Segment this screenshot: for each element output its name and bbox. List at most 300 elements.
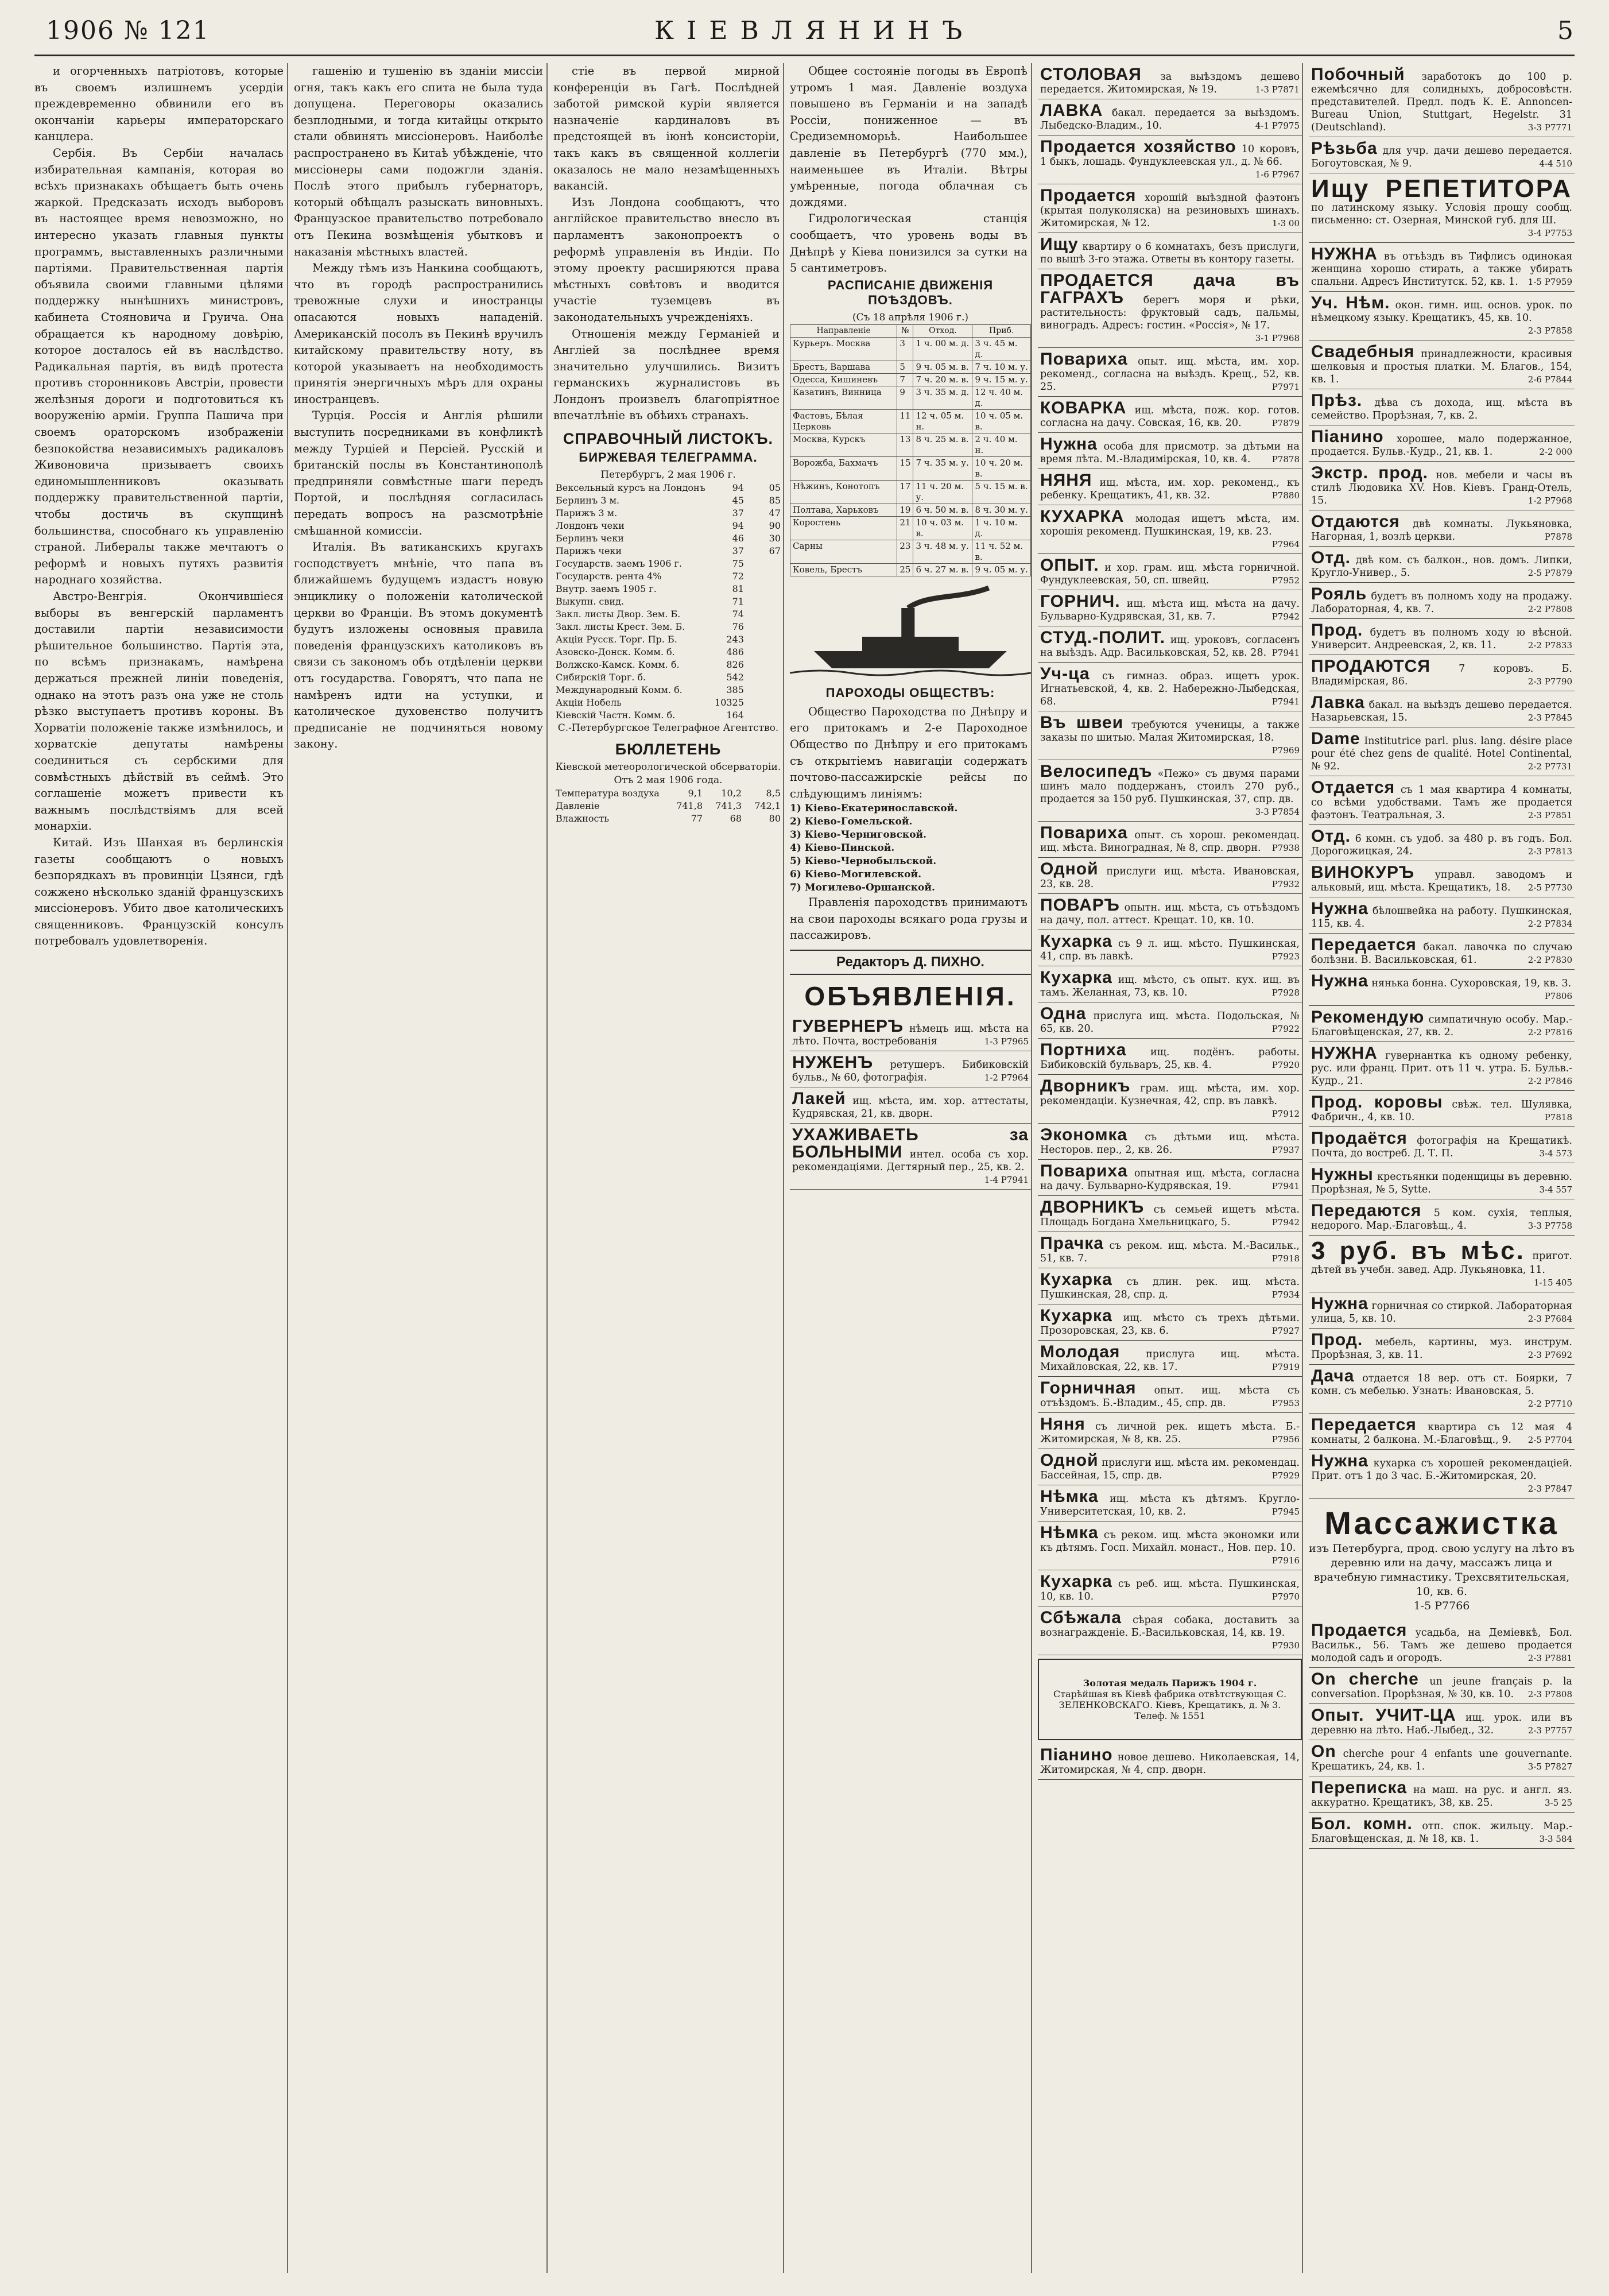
ad-heading: Прѣз.: [1311, 391, 1363, 410]
bulletin-date: Отъ 2 мая 1906 года.: [614, 775, 723, 787]
ad-heading: Кухарка: [1040, 1270, 1112, 1289]
ad-heading: Одна: [1040, 1004, 1087, 1023]
ad-reference: Р7818: [1544, 1112, 1572, 1122]
ad-text: усадьба, на Деміевкѣ, Бол. Васильк., 56. Тамъ же дешево продается молодой садъ и огородъ.: [1311, 1627, 1572, 1664]
schedule-title: РАСПИСАНІЕ ДВИЖЕНІЯ ПОѢЗДОВЪ.: [827, 277, 994, 307]
classified-ad: [1038, 397, 1302, 433]
ad-text: особа для присмотр. за дѣтьми на время лѣта. М.-Владимірская, 10, кв. 4.: [1040, 441, 1300, 465]
exchange-cell: Парижъ 3 м.: [556, 508, 618, 519]
ad-reference: 2-3 Р7847: [1527, 1484, 1572, 1494]
classified-ad: [1038, 469, 1302, 505]
ad-heading: Уч-ца: [1040, 664, 1090, 683]
ad-heading: ПРОДАЕТСЯ дача въ ГАГРАХЪ: [1040, 271, 1300, 307]
ad-text: интел. особа съ хор. рекомендаціями. Дегтярный пер., 25, кв. 2.: [792, 1149, 1029, 1174]
exchange-cell: 90: [769, 520, 781, 532]
exchange-cell: 85: [769, 495, 781, 506]
ad-reference: 2-3 Р7684: [1527, 1314, 1572, 1324]
classified-ad: [1309, 1414, 1575, 1450]
ad-text: хорошее, мало подержанное, продается. Бульв.-Кудр., 21, кв. 1.: [1311, 433, 1572, 458]
ad-heading: ДВОРНИКЪ: [1040, 1198, 1145, 1217]
ad-heading: ЛАВКА: [1040, 101, 1103, 120]
schedule-cell: 21: [897, 516, 913, 540]
schedule-row: [790, 361, 1031, 373]
ad-reference: Р7929: [1271, 1470, 1300, 1481]
ad-heading: Экономка: [1040, 1125, 1128, 1144]
schedule-cell: Одесса, Кишиневъ: [790, 373, 897, 386]
ad-text: ищ. мѣста ищ. мѣста на дачу. Бульварно-Кудрявская, 31, кв. 7.: [1040, 598, 1300, 622]
exchange-cell: 94: [732, 520, 744, 532]
ad-heading: Нужна: [1311, 1451, 1368, 1470]
exchange-cell: Закл. листы Двор. Зем. Б.: [556, 609, 681, 620]
classified-ad: [1309, 389, 1575, 425]
ad-heading: ВИНОКУРЪ: [1311, 863, 1415, 882]
classified-ad: [1309, 1619, 1575, 1668]
ad-text: ищ. мѣста, им. хор. аттестаты, Кудрявская, 21, кв. дворн.: [792, 1095, 1029, 1120]
schedule-row: [790, 540, 1031, 563]
schedule-cell: 25: [897, 563, 913, 576]
exchange-cell: 76: [732, 621, 744, 633]
ad-text: ищ. мѣста, им. хор. рекоменд., къ ребенку. Крещатикъ, 41, кв. 32.: [1040, 477, 1300, 501]
ad-reference: Р7953: [1271, 1398, 1300, 1408]
ad-reference: Р7879: [1271, 418, 1300, 428]
ad-reference: 1-3 Р7871: [1255, 84, 1300, 95]
exchange-cell: Государств. рента 4%: [556, 571, 662, 582]
schedule-row: [790, 456, 1031, 480]
classified-ad: [1309, 1813, 1575, 1849]
classified-ad: [1038, 930, 1302, 966]
exchange-row: [553, 633, 783, 646]
ads-column-6: [1309, 63, 1575, 2273]
ad-reference: 3-1 Р7968: [1255, 333, 1300, 343]
exchange-row: [553, 696, 783, 709]
classified-ad: [1038, 663, 1302, 711]
exchange-cell: Сибирскій Торг. б.: [556, 672, 646, 683]
steamers-text: Общество Пароходства по Днѣпру и его притокамъ и 2-е Пароходное Общество по Днѣпру и его притокамъ съ открытіемъ навигаціи содержатъ почтово-пассажирскіе рейсы по слѣдующимъ линіямъ:: [790, 704, 1028, 800]
ad-reference: Р7941: [1271, 1181, 1300, 1191]
classified-ad: [1309, 1704, 1575, 1740]
ad-heading: Прачка: [1040, 1234, 1104, 1253]
bulletin-cell: 741,8: [676, 800, 703, 812]
bulletin-cell: 742,1: [754, 800, 781, 812]
exchange-cell: 385: [726, 684, 744, 696]
ad-heading: Ищу РЕПЕТИТОРА: [1311, 175, 1572, 203]
feature-ad-ref: 1-5 Р7766: [1413, 1600, 1470, 1612]
ad-reference: Р7969: [1271, 745, 1300, 756]
schedule-cell: 9 ч. 05 м. в.: [913, 361, 972, 373]
ad-text: крестьянки поденщицы въ деревню. Прорѣзная, № 5, Sytte.: [1311, 1171, 1572, 1195]
ad-heading: НУЖЕНЪ: [792, 1053, 874, 1073]
ad-reference: 2-2 Р7731: [1527, 761, 1572, 772]
schedule-cell: 7: [897, 373, 913, 386]
ad-text: хорошій выѣздной фаэтонъ (крытая полуколяска) на резиновыхъ шинахъ. Житомирская, № 12.: [1040, 192, 1300, 229]
ad-heading: Побочный: [1311, 65, 1405, 84]
feature-ad-head: Массажистка: [1324, 1505, 1559, 1541]
schedule-cell: Сарны: [790, 540, 897, 563]
exchange-row: [553, 684, 783, 696]
exchange-row: [553, 671, 783, 684]
schedule-cell: 10 ч. 03 м. в.: [913, 516, 972, 540]
ad-reference: Р7880: [1271, 490, 1300, 501]
exchange-cell: Международный Комм. б.: [556, 684, 683, 696]
schedule-cell: 6 ч. 27 м. в.: [913, 563, 972, 576]
ad-text: съ гимназ. образ. ищетъ урок. Игнатьевской, 4, кв. 2. Набережно-Лыбедская, 68.: [1040, 671, 1300, 707]
exchange-cell: Берлинъ 3 м.: [556, 495, 620, 506]
exchange-cell: [746, 659, 783, 671]
ad-heading: Нѣмка: [1040, 1487, 1099, 1506]
ad-heading: Піанино: [1311, 427, 1384, 446]
ad-heading: Нужна: [1311, 971, 1368, 990]
exchange-cell: Вексельный курсъ на Лондонъ: [556, 482, 705, 494]
ad-heading: Молодая: [1040, 1342, 1121, 1361]
schedule-row: [790, 504, 1031, 516]
classified-ad: [1309, 1091, 1575, 1127]
exchange-cell: 75: [732, 558, 744, 570]
exchange-cell: Волжско-Камск. Комм. б.: [556, 659, 680, 671]
ad-text: гувернантка къ одному ребенку, рус. или франц. Прит. отъ 11 ч. утра. Б. Бульв.-Кудр., 21.: [1311, 1050, 1572, 1087]
exchange-row: [553, 570, 783, 583]
ad-reference: 2-5 Р7730: [1527, 882, 1572, 893]
article-paragraph: Сербія. Въ Сербіи началась избирательная кампанія, которая во всѣхъ признакахъ обѣщаетъ быть очень жаркой. Предсказать исходъ выборовъ въ настоящее время невозможно, но интересно указать главныя пункты программъ, выставленныхъ различными партіями. Правительственная партія объявила своими главными цѣлями поддержку нынѣшнихъ министровъ, кабинета Стояновича и Груича. Она обращается къ народному довѣрію, которое досталось ей въ наслѣдство. Радикальная партія, въ видѣ протеста противъ сторонниковъ Австріи, провести желѣзныя дороги и подготовиться къ вооруженію арміи. Группа Пашича при своемъ ораторскомъ изображеніи безпокойства независимыхъ радикаловъ Живоновича призываетъ своихъ единомышленниковъ оказывать поддержку правительственной партіи, чтобы достичь въ скупщинѣ большинства, способнаго къ управленію страной. Либералы также мечтаютъ о реформѣ и новыхъ путяхъ развитія народнаго хозяйства.: [34, 146, 284, 587]
exchange-row: [553, 520, 783, 532]
exchange-table: [553, 482, 783, 722]
ad-heading: Передается: [1311, 935, 1417, 954]
classified-ad: [1309, 243, 1575, 292]
ad-reference: 2-3 Р7692: [1527, 1350, 1572, 1360]
ad-text: бакал. на выѣздъ дешево передается. Назарьевская, 15.: [1311, 699, 1572, 723]
ad-text: 5 ком. сухія, теплыя, недорого. Мар.-Благовѣщ., 4.: [1311, 1207, 1572, 1232]
ad-text: за выѣздомъ дешево передается. Житомирская, № 19.: [1040, 71, 1300, 95]
article-paragraph: и огорченныхъ патріотовъ, которые въ своемъ излишнемъ усердіи преждевременно обвинили его въ окончаніи карьеры императорскаго канцлера.: [34, 64, 284, 144]
ad-heading: Няня: [1040, 1415, 1085, 1434]
exchange-cell: Закл. листы Крест. Зем. Б.: [556, 621, 685, 633]
ad-reference: Р7878: [1271, 454, 1300, 464]
ad-reference: Р7942: [1271, 1217, 1300, 1228]
feature-ad-text: изъ Петербурга, прод. свою услугу на лѣто въ деревню или на дачу, массажъ лица и врачебную гимнастику. Трехсвятительская, 10, кв. 6.: [1309, 1542, 1575, 1598]
classified-ad: [1309, 425, 1575, 462]
ad-reference: 1-5 Р7959: [1527, 277, 1572, 287]
ad-reference: 2-2 Р7710: [1527, 1399, 1572, 1409]
ad-reference: 2-3 Р7757: [1527, 1725, 1572, 1736]
steamer-line: 7) Могилево-Оршанской.: [790, 882, 935, 894]
editor-line: Редакторъ Д. ПИХНО.: [790, 950, 1031, 975]
steamer-line: 2) Кіево-Гомельской.: [790, 816, 913, 828]
schedule-cell: 23: [897, 540, 913, 563]
ad-heading: Переписка: [1311, 1778, 1408, 1797]
exchange-cell: 542: [726, 672, 744, 683]
ad-text: квартира съ 12 мая 4 комнаты, 2 балкона. М.-Благовѣщ., 9.: [1311, 1422, 1572, 1446]
exchange-row: [553, 545, 783, 557]
ad-reference: 3-4 Р7753: [1527, 228, 1572, 238]
classified-ad: [1038, 966, 1302, 1002]
schedule-cell: 13: [897, 433, 913, 456]
ad-text: 10 коровъ, 1 быкъ, лошадь. Фундуклеевская ул., д. № 66.: [1040, 144, 1300, 168]
ad-text: съ личной рек. ищетъ мѣста. Б.-Житомирская, № 8, кв. 25.: [1040, 1421, 1300, 1445]
exchange-cell: [746, 684, 783, 696]
classified-ad: [1309, 861, 1575, 897]
classified-ad: [790, 1051, 1031, 1087]
schedule-cell: 3 ч. 35 м. д.: [913, 386, 972, 409]
ad-text: съ семьей ищетъ мѣста. Площадь Богдана Хмельницкаго, 5.: [1040, 1204, 1300, 1228]
bulletin-cell: Температура воздуха: [556, 788, 660, 799]
ad-heading: КУХАРКА: [1040, 507, 1125, 526]
reference-sheet-title: СПРАВОЧНЫЙ ЛИСТОКЪ.: [563, 430, 774, 448]
schedule-cell: 5: [897, 361, 913, 373]
exchange-cell: 826: [726, 659, 744, 671]
exchange-cell: Лондонъ чеки: [556, 520, 625, 532]
bulletin-cell: 9,1: [688, 788, 703, 799]
steamship-illustration-icon: [790, 582, 1031, 680]
classified-ad: [790, 1015, 1031, 1051]
schedule-cell: 6 ч. 50 м. в.: [913, 504, 972, 516]
schedule-cell: 3: [897, 337, 913, 361]
schedule-cell: 8 ч. 30 м. у.: [972, 504, 1031, 516]
bulletin-subtitle: Кіевской метеорологической обсерваторіи.: [555, 761, 781, 773]
bulletin-cell: 80: [769, 813, 781, 824]
ad-reference: Р7952: [1271, 575, 1300, 586]
ad-heading: Нужна: [1311, 899, 1368, 918]
classified-ad: [1038, 1413, 1302, 1449]
ad-reference: 4-1 Р7975: [1255, 121, 1300, 131]
ad-heading: Нужна: [1311, 1294, 1368, 1313]
schedule-cell: 7 ч. 10 м. у.: [972, 361, 1031, 373]
exchange-cell: Азовско-Донск. Комм. б.: [556, 646, 675, 658]
exchange-cell: [746, 696, 783, 709]
classified-ad: [1038, 1160, 1302, 1196]
classified-ad: [1038, 1521, 1302, 1570]
exchange-cell: 81: [732, 583, 744, 595]
ad-reference: 3-3 Р7771: [1527, 122, 1572, 133]
ad-text: горничная со стиркой. Лабораторная улица, 5, кв. 10.: [1311, 1300, 1572, 1325]
newspaper-title: КІЕВЛЯНИНЪ: [654, 16, 975, 45]
schedule-cell: Курьеръ. Москва: [790, 337, 897, 361]
schedule-row: [790, 516, 1031, 540]
exchange-cell: [746, 583, 783, 595]
bulletin-cell: 68: [730, 813, 742, 824]
steamers-note: Правленія пароходствъ принимаютъ на свои пароходы всякаго рода грузы и пассажировъ.: [790, 896, 1028, 942]
classified-ad: [1309, 63, 1575, 137]
exchange-cell: 10325: [715, 697, 744, 708]
tail-ad-text: новое дешево. Николаевская, 14, Житомирская, № 4, спр. дворн.: [1040, 1752, 1300, 1776]
ad-text: ищ. мѣста къ дѣтямъ. Кругло-Университетская, 10, кв. 2.: [1040, 1493, 1300, 1517]
exchange-cell: [746, 608, 783, 621]
ad-reference: 2-3 Р7813: [1527, 846, 1572, 857]
ad-text: ищ. урок. или въ деревню на лѣто. Наб.-Лыбед., 32.: [1311, 1712, 1572, 1736]
ad-text: бакал. передается за выѣздомъ. Лыбедско-Владим., 10.: [1040, 107, 1300, 131]
ad-text: ищ. подёнъ. работы. Бибиковскій бульваръ, 25, кв. 4.: [1040, 1047, 1300, 1071]
ad-heading: Дворникъ: [1040, 1077, 1131, 1095]
ad-reference: Р7945: [1271, 1507, 1300, 1517]
classified-ad: [1309, 691, 1575, 727]
ad-heading: Рекомендую: [1311, 1008, 1425, 1027]
ad-heading: Въ швеи: [1040, 713, 1124, 732]
exchange-row: [553, 507, 783, 520]
ad-reference: 2-2 000: [1539, 447, 1572, 457]
ad-reference: 1-3 Р7965: [984, 1036, 1029, 1047]
ad-text: принадлежности, красивыя шелковыя и простыя платки. М. Благов., 154, кв. 1.: [1311, 349, 1572, 385]
classified-ad: [1309, 1329, 1575, 1365]
exchange-cell: [746, 633, 783, 646]
ad-heading: Велосипедъ: [1040, 762, 1153, 781]
ad-heading: Опыт. УЧИТ-ЦА: [1311, 1706, 1456, 1725]
article-paragraph: Между тѣмъ изъ Нанкина сообщаютъ, что въ городѣ распространились тревожные слухи и иностранцы опасаются новыхъ нападеній. Американскій посолъ въ Пекинѣ вручилъ китайскому правительству ноту, въ которой указываетъ на необходимость принятія энергичныхъ мѣръ для охраны иностранцевъ.: [294, 261, 543, 406]
tail-ad-head: Піанино: [1040, 1745, 1113, 1764]
ad-text: свѣж. тел. Шулявка, Фабричн., 4, кв. 10.: [1311, 1099, 1572, 1123]
article-paragraph: Изъ Лондона сообщаютъ, что англійское правительство внесло въ парламентъ законопроектъ о реформѣ управленія въ Индіи. По этому проекту расширяются права мѣстныхъ совѣтовъ и вводится участіе туземцевъ въ законодательныхъ учрежденіяхъ.: [553, 195, 780, 324]
exchange-cell: 243: [726, 634, 744, 645]
ad-heading: Свадебныя: [1311, 342, 1415, 361]
exchange-cell: 37: [732, 508, 744, 519]
ad-heading: Сбѣжала: [1040, 1608, 1122, 1627]
ad-reference: Р7964: [1271, 539, 1300, 549]
schedule-row: [790, 433, 1031, 456]
ad-text: на маш. на рус. и англ. яз. аккуратно. Крещатикъ, 38, кв. 25.: [1311, 1784, 1572, 1809]
ad-heading: Кухарка: [1040, 968, 1112, 987]
classified-ad: [1038, 1039, 1302, 1075]
ad-reference: Р7941: [1271, 696, 1300, 707]
exchange-cell: 37: [732, 545, 744, 557]
ad-heading: Рояль: [1311, 584, 1367, 603]
header-rule: [34, 55, 1575, 56]
ad-heading: Отдаются: [1311, 512, 1400, 531]
ad-heading: ГУВЕРНЕРЪ: [792, 1017, 904, 1036]
ad-text: опыт. съ хорош. рекомендац. ищ. мѣста. Виноградная, № 8, спр. дворн.: [1040, 830, 1300, 854]
ad-text: прислуга ищ. мѣста. Подольская, № 65, кв. 20.: [1040, 1010, 1300, 1035]
classified-ad: [1038, 858, 1302, 894]
classified-ad: [1309, 1236, 1575, 1292]
bulletin-title: БЮЛЛЕТЕНЬ: [615, 741, 722, 758]
schedule-row: [790, 386, 1031, 409]
ad-reference: 2-3 Р7790: [1527, 676, 1572, 687]
classified-ad: [1038, 433, 1302, 469]
classified-ad: [1038, 1075, 1302, 1124]
ad-text: будетъ въ полномъ ходу ю вѣсной. Университ. Андреевская, 2, кв. 11.: [1311, 627, 1572, 651]
ad-heading: Повариха: [1040, 1161, 1128, 1180]
ad-heading: Передаются: [1311, 1201, 1422, 1220]
ad-heading: Передается: [1311, 1415, 1417, 1434]
ad-text: дѣва съ дохода, ищ. мѣста въ семейство. Прорѣзная, 7, кв. 2.: [1311, 397, 1572, 421]
banner-text: Старѣйшая въ Кіевѣ фабрика отвѣтствующая С. ЗЕЛЕНКОВСКАГО. Кіевъ, Крещатикъ, д. № 3.: [1053, 1689, 1287, 1710]
classified-ad: [1038, 760, 1302, 822]
exchange-row: [553, 709, 783, 722]
ad-text: симпатичную особу. Мар.-Благовѣщенская, 27, кв. 2.: [1311, 1014, 1572, 1038]
ad-heading: Отд.: [1311, 827, 1351, 846]
ad-heading: Повариха: [1040, 823, 1128, 842]
ad-text: и хор. грам. ищ. мѣста горничной. Фундуклеевская, 50, сп. швейц.: [1040, 562, 1300, 586]
ad-heading: Кухарка: [1040, 932, 1112, 951]
ad-heading: ГОРНИЧ.: [1040, 592, 1121, 611]
bulletin-row: [553, 812, 783, 825]
classified-ad: [1038, 1341, 1302, 1377]
steamer-line: 5) Кіево-Чернобыльской.: [790, 855, 937, 868]
exchange-cell: Парижъ чеки: [556, 545, 622, 557]
ad-text: бакал. лавочка по случаю болѣзни. В. Васильковская, 61.: [1311, 942, 1572, 966]
page-header: [34, 16, 1575, 51]
exchange-footer: С.-Петербургское Телеграфное Агентство.: [557, 722, 779, 734]
classified-ad: [1309, 462, 1575, 510]
ad-text: cherche pour 4 enfants une gouvernante. Крещатикъ, 24, кв. 1.: [1311, 1748, 1572, 1772]
ad-reference: 4-4 510: [1539, 158, 1572, 169]
schedule-cell: Казатинъ, Винница: [790, 386, 897, 409]
exchange-cell: 74: [732, 609, 744, 620]
ad-text: нѣмецъ ищ. мѣста на лѣто. Почта, востребованія: [792, 1023, 1029, 1048]
ad-reference: 2-2 Р7816: [1527, 1027, 1572, 1037]
ad-text: опыт. ищ. мѣста, им. хор. рекоменд., согласна на выѣздъ. Крещ., 52, кв. 25.: [1040, 356, 1300, 393]
classified-ad: [1038, 554, 1302, 590]
bulletin-cell: 10,2: [721, 788, 742, 799]
classified-ad: [1038, 1377, 1302, 1413]
classified-ad: [1038, 1485, 1302, 1521]
exchange-cell: 30: [769, 533, 781, 544]
ad-heading: Dame: [1311, 729, 1360, 748]
bulletin-row: [553, 787, 783, 800]
exchange-cell: 94: [732, 482, 744, 494]
ad-heading: Прод.: [1311, 1330, 1363, 1349]
classified-ad: [1038, 1449, 1302, 1485]
classified-ad: [1309, 970, 1575, 1006]
ad-text: съ реком. ищ. мѣста. М.-Васильк., 51, кв. 7.: [1040, 1240, 1300, 1264]
exchange-cell: [746, 570, 783, 583]
ad-heading: Одной: [1040, 1451, 1099, 1470]
schedule-cell: 3 ч. 45 м. д.: [972, 337, 1031, 361]
ad-heading: Повариха: [1040, 350, 1128, 369]
ad-reference: Р7878: [1544, 532, 1572, 542]
ad-heading: Уч. Нѣм.: [1311, 293, 1390, 312]
ad-text: ретушеръ. Бибиковскій бульв., № 60, фотографія.: [792, 1059, 1029, 1084]
exchange-cell: 164: [726, 710, 744, 721]
exchange-date: Петербургъ, 2 мая 1906 г.: [600, 469, 736, 481]
ad-heading: Горничная: [1040, 1379, 1137, 1397]
ad-text: для учр. дачи дешево передается. Богоутовская, № 9.: [1311, 145, 1572, 169]
bulletin-table: [553, 787, 783, 825]
ad-text: сѣрая собака, доставить за вознагражденіе. Б.-Васильковская, 14, кв. 19.: [1040, 1614, 1300, 1639]
classified-ad: [1038, 1606, 1302, 1655]
ad-text: прислуга ищ. мѣста. Михайловская, 22, кв. 17.: [1040, 1349, 1300, 1373]
ad-reference: 2-2 Р7834: [1527, 919, 1572, 929]
ad-heading: Продается хозяйство: [1040, 137, 1236, 156]
ad-heading: ПОВАРЪ: [1040, 896, 1120, 915]
ad-reference: 1-3 00: [1271, 218, 1300, 229]
ad-heading: СТУД.-ПОЛИТ.: [1040, 628, 1166, 647]
ad-text: un jeune français p. la conversation. Прорѣзная, № 30, кв. 10.: [1311, 1676, 1572, 1700]
exchange-cell: 05: [769, 482, 781, 494]
article-paragraph: Гидрологическая станція сообщаетъ, что уровень воды въ Днѣпрѣ у Кіева понизился за сутки на 5 сантиметровъ.: [790, 212, 1028, 275]
article-paragraph: Общее состояніе погоды въ Европѣ утромъ 1 мая. Давленіе воздуха повышено въ Германіи и на западѣ Россіи, пониженное — въ Средиземноморьѣ. Наибольшее давленіе въ Петербургѣ (770 мм.), наименьшее въ Италіи. Вѣтры умѣренные, погода облачная съ дождями.: [790, 64, 1028, 209]
schedule-cell: 19: [897, 504, 913, 516]
bulletin-cell: Влажность: [556, 813, 609, 824]
ad-reference: Р7806: [1544, 991, 1572, 1001]
classified-ad: [1038, 1196, 1302, 1232]
schedule-cell: 9: [897, 386, 913, 409]
ad-heading: Одной: [1040, 859, 1099, 878]
ad-reference: Р7918: [1271, 1253, 1300, 1264]
classified-ad: [1309, 776, 1575, 825]
ad-text: фотографія на Крещатикѣ. Почта, до востреб. Д. Т. П.: [1311, 1135, 1572, 1159]
exchange-cell: [746, 671, 783, 684]
ad-heading: Прод.: [1311, 621, 1363, 640]
ad-heading: Нужны: [1311, 1165, 1374, 1184]
ad-reference: 2-3 Р7851: [1527, 810, 1572, 820]
classified-ad: [1038, 233, 1302, 269]
ad-text: мебель, картины, муз. инструм. Прорѣзная, 3, кв. 11.: [1311, 1337, 1572, 1361]
ad-heading: Отдается: [1311, 778, 1395, 797]
bulletin-cell: 741,3: [715, 800, 742, 812]
ad-text: окон. гимн. ищ. основ. урок. по нѣмецкому языку. Крещатикъ, 45, кв. 10.: [1311, 300, 1572, 324]
exchange-cell: [746, 595, 783, 608]
bulletin-cell: 77: [691, 813, 703, 824]
classified-ad: [1038, 590, 1302, 626]
classified-ad: [1038, 184, 1302, 233]
ad-text: ищ. мѣсто съ трехъ дѣтьми. Прозоровская, 23, кв. 6.: [1040, 1312, 1300, 1337]
